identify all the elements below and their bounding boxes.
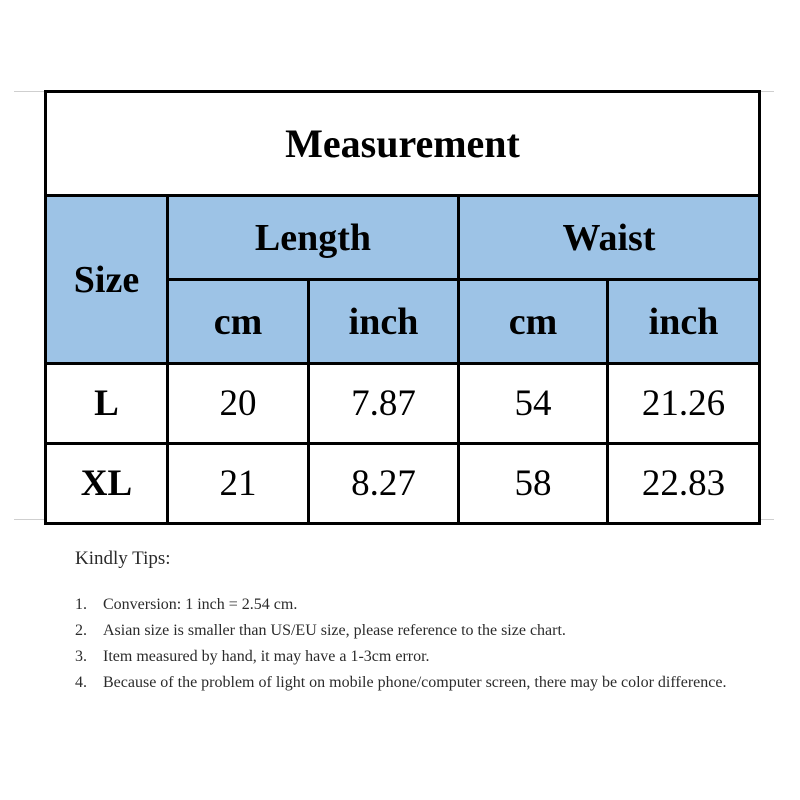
length-inch-value: 8.27 — [309, 444, 459, 524]
tip-text: Item measured by hand, it may have a 1-3cm error. — [103, 648, 430, 665]
waist-inch-header: inch — [608, 280, 760, 364]
size-label: XL — [46, 444, 168, 524]
length-header: Length — [168, 196, 459, 280]
tips-list — [75, 592, 755, 696]
length-cm-value: 20 — [168, 364, 309, 444]
length-cm-value: 21 — [168, 444, 309, 524]
length-inch-value: 7.87 — [309, 364, 459, 444]
waist-cm-value: 58 — [459, 444, 608, 524]
list-item — [75, 644, 755, 670]
tip-number: 4. — [75, 674, 87, 691]
tip-number: 3. — [75, 648, 87, 665]
list-item — [75, 670, 755, 696]
size-label: L — [46, 364, 168, 444]
kindly-tips-section — [75, 548, 755, 696]
tip-text: Because of the problem of light on mobile phone/computer screen, there may be color difference. — [103, 674, 727, 691]
table-row — [46, 364, 760, 444]
waist-inch-value: 21.26 — [608, 364, 760, 444]
list-item — [75, 618, 755, 644]
list-item — [75, 592, 755, 618]
length-cm-header: cm — [168, 280, 309, 364]
tips-title: Kindly Tips: — [75, 548, 171, 569]
length-inch-header: inch — [309, 280, 459, 364]
tip-text: Conversion: 1 inch = 2.54 cm. — [103, 596, 298, 613]
table-row — [46, 444, 760, 524]
title-row — [46, 92, 760, 196]
waist-inch-value: 22.83 — [608, 444, 760, 524]
size-header: Size — [46, 196, 168, 364]
waist-cm-value: 54 — [459, 364, 608, 444]
waist-header: Waist — [459, 196, 760, 280]
tip-number: 2. — [75, 622, 87, 639]
tip-number: 1. — [75, 596, 87, 613]
table-title: Measurement — [46, 92, 760, 196]
group-header-row — [46, 196, 760, 280]
tip-text: Asian size is smaller than US/EU size, please reference to the size chart. — [103, 622, 566, 639]
size-chart-table — [44, 90, 761, 525]
waist-cm-header: cm — [459, 280, 608, 364]
